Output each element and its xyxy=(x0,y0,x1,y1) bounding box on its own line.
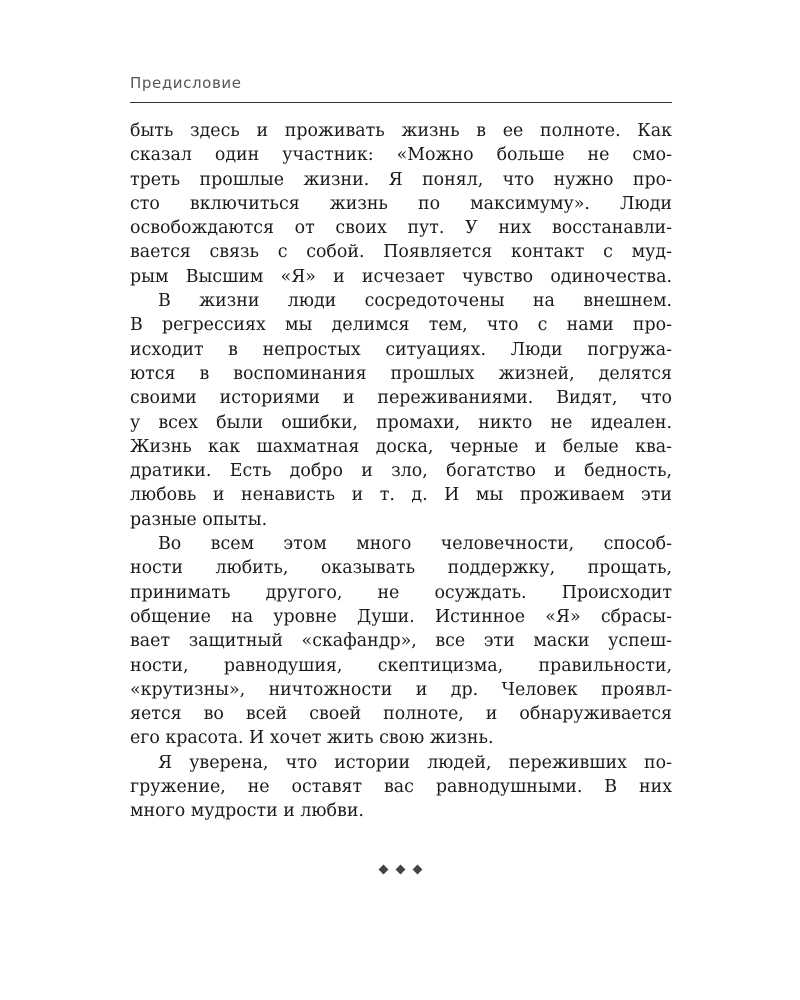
text-line: дратики. Есть добро и зло, богатство и бедность, xyxy=(130,461,672,482)
text-line: его красота. И хочет жить свою жизнь. xyxy=(130,728,494,749)
text-line: много мудрости и любви. xyxy=(130,801,364,822)
text-line: своими историями и переживаниями. Видят, что xyxy=(130,388,672,409)
text-line: яется во всей своей полноте, и обнаруживается xyxy=(130,704,672,725)
text-line: рым Высшим «Я» и исчезает чувство одиночества. xyxy=(130,266,672,287)
text-line: у всех были ошибки, промахи, никто не идеален. xyxy=(130,412,672,433)
text-line: ются в воспоминания прошлых жизней, делятся xyxy=(130,363,672,384)
text-line: Я уверена, что истории людей, переживших по- xyxy=(158,752,672,773)
diamond-icon xyxy=(395,865,405,875)
text-line: гружение, не оставят вас равнодушными. В них xyxy=(130,777,672,798)
text-line: любовь и ненависть и т. д. И мы проживаем эти xyxy=(130,485,672,506)
diamond-icon xyxy=(378,865,388,875)
text-line: треть прошлые жизни. Я понял, что нужно про- xyxy=(130,169,672,190)
diamond-icon xyxy=(412,865,422,875)
text-line: Жизнь как шахматная доска, черные и белые ква- xyxy=(130,436,672,457)
text-line: В жизни люди сосредоточены на внешнем. xyxy=(158,291,672,312)
text-line: принимать другого, не осуждать. Происходит xyxy=(130,582,672,603)
body-text xyxy=(130,119,672,824)
text-line: Во всем этом много человечности, способ- xyxy=(158,534,672,555)
text-line: ности, равнодушия, скептицизма, правильности, xyxy=(130,655,672,676)
text-line: сказал один участник: «Можно больше не смо- xyxy=(130,145,672,166)
text-line: разные опыты. xyxy=(130,509,268,530)
text-line: сто включиться жизнь по максимуму». Люди xyxy=(130,193,672,214)
text-line: ности любить, оказывать поддержку, прощать, xyxy=(130,558,672,579)
text-line: освобождаются от своих пут. У них восстанавли- xyxy=(130,218,672,239)
text-line: быть здесь и проживать жизнь в ее полноте. Как xyxy=(130,121,672,141)
text-line: «крутизны», ничтожности и др. Человек проявл- xyxy=(130,679,672,700)
text-line: исходит в непростых ситуациях. Люди погружа- xyxy=(130,339,672,360)
text-line: вается связь с собой. Появляется контакт с муд- xyxy=(130,242,672,263)
running-head: Предисловие xyxy=(130,74,242,92)
text-line: общение на уровне Души. Истинное «Я» сбрасы- xyxy=(130,606,672,627)
section-ornament xyxy=(360,862,440,878)
text-line: В регрессиях мы делимся тем, что с нами про- xyxy=(130,315,672,336)
text-line: вает защитный «скафандр», все эти маски успеш- xyxy=(130,631,672,652)
header-rule xyxy=(130,102,672,103)
